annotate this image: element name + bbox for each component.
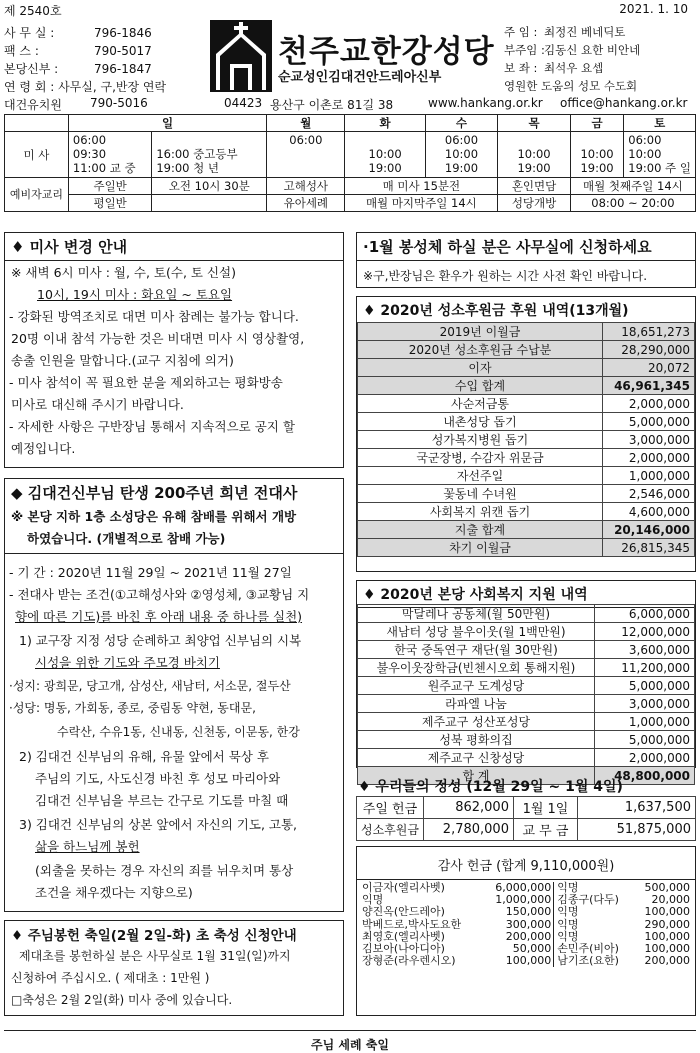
donor-name: 익명 bbox=[557, 881, 579, 894]
thanks-offering-title: 감사 헌금 (합계 9,110,000원) bbox=[437, 859, 615, 874]
amount-value: 28,290,000 bbox=[603, 341, 695, 359]
candle-blessing-panel bbox=[4, 920, 344, 1016]
donor-amount: 100,000 bbox=[644, 929, 690, 943]
donor-name: 익명 bbox=[557, 905, 579, 919]
amount-value: 5,000,000 bbox=[595, 677, 695, 695]
donor-amount: 200,000 bbox=[644, 954, 690, 968]
mass-notice-line: 미사로 대신해 주시기 바랍니다. bbox=[11, 397, 184, 412]
amount-value: 3,000,000 bbox=[595, 695, 695, 713]
jubilee-note: ※ 본당 지하 1층 소성당은 유해 참배를 위해서 개방 bbox=[11, 509, 297, 524]
amount-value: 18,651,273 bbox=[603, 323, 695, 341]
mass-fri: 10:00 19:00 bbox=[570, 132, 623, 178]
street-address: 용산구 이촌로 81길 38 bbox=[270, 98, 394, 112]
mass-notice-line: ※ 새벽 6시 미사 : 월, 수, 토(수, 토 신설) bbox=[11, 265, 236, 280]
donor-name: 양진옥(안드레아) bbox=[362, 905, 445, 919]
jubilee-line: 향에 따른 기도)를 바친 후 아래 내용 중 하나를 실천) bbox=[15, 609, 303, 624]
amount-value: 46,961,345 bbox=[603, 377, 695, 395]
mass-label: 미 사 bbox=[5, 132, 69, 178]
amount-row bbox=[358, 695, 695, 713]
amount-label: 꽃동네 수녀원 bbox=[358, 485, 603, 503]
communion-notice-note: ※구,반장님은 환우가 원하는 시간 사전 확인 바랍니다. bbox=[363, 269, 648, 283]
amount-value: 3,600,000 bbox=[595, 641, 695, 659]
mass-tue: 10:00 19:00 bbox=[345, 132, 425, 178]
staff-assistant: 보 좌 : 최석우 요셉 bbox=[504, 61, 604, 75]
staff-order: 영원한 도움의 성모 수도회 bbox=[504, 79, 638, 93]
amount-row bbox=[358, 503, 695, 521]
amount-value: 6,000,000 bbox=[595, 605, 695, 623]
marriage-time: 매월 첫째주일 14시 bbox=[570, 178, 695, 195]
amount-row bbox=[358, 323, 695, 341]
amount-row bbox=[358, 449, 695, 467]
day-thu: 목 bbox=[498, 115, 571, 132]
donor-name: 익명 bbox=[362, 893, 384, 907]
donor-amount: 100,000 bbox=[644, 905, 690, 919]
donor-amount: 50,000 bbox=[482, 943, 554, 955]
jubilee-line: 1) 교구장 지정 성당 순례하고 최양업 신부님의 시복 bbox=[19, 633, 302, 648]
day-wed: 수 bbox=[425, 115, 498, 132]
jubilee-title: ◆ 김대건신부님 탄생 200주년 희년 전대사 bbox=[11, 484, 298, 502]
amount-row bbox=[358, 413, 695, 431]
jubilee-line: 2) 김대건 신부님의 유해, 유물 앞에서 묵상 후 bbox=[19, 749, 269, 764]
amount-label: 2019년 이월금 bbox=[358, 323, 603, 341]
amount-row bbox=[358, 431, 695, 449]
mass-thu: 10:00 19:00 bbox=[498, 132, 571, 178]
amount-label: 불우이웃장학금(빈첸시오회 통해지원) bbox=[358, 659, 595, 677]
mass-notice-panel bbox=[4, 232, 344, 468]
church-logo-icon bbox=[210, 20, 272, 92]
marriage-label: 혼인면담 bbox=[498, 178, 571, 195]
mass-mon: 06:00 bbox=[267, 132, 345, 178]
donor-name: 남기조(요한) bbox=[557, 954, 619, 968]
welfare-table bbox=[357, 604, 695, 785]
donor-amount: 300,000 bbox=[482, 919, 554, 931]
jubilee-note: 하였습니다. (개별적으로 참배 가능) bbox=[27, 531, 226, 546]
amount-label: 성북 평화의집 bbox=[358, 731, 595, 749]
communion-notice-panel bbox=[356, 232, 696, 288]
offering-label: 주일 헌금 bbox=[357, 797, 424, 819]
amount-row bbox=[358, 623, 695, 641]
donor-row bbox=[360, 919, 692, 931]
jubilee-line: (외출을 못하는 경우 자신의 죄를 뉘우치며 통상 bbox=[35, 863, 294, 878]
church-open-label: 성당개방 bbox=[498, 195, 571, 212]
amount-value: 1,000,000 bbox=[595, 713, 695, 731]
donor-name: 김보아(나아디아) bbox=[362, 942, 445, 956]
mass-schedule-table bbox=[4, 114, 696, 212]
jubilee-line: 삶을 하느님께 봉헌 bbox=[35, 839, 140, 854]
donor-name: 장형준(라우렌시오) bbox=[362, 954, 456, 968]
amount-row bbox=[358, 749, 695, 767]
amount-value: 11,200,000 bbox=[595, 659, 695, 677]
mass-notice-line: - 자세한 사항은 구반장님 통해서 지속적으로 공지 할 bbox=[9, 419, 295, 434]
church-open-time: 08:00 ~ 20:00 bbox=[570, 195, 695, 212]
mass-wed: 06:00 10:00 19:00 bbox=[425, 132, 498, 178]
offering-table bbox=[356, 796, 696, 841]
offering-value: 862,000 bbox=[423, 797, 513, 819]
mass-notice-title: ♦ 미사 변경 안내 bbox=[5, 233, 343, 261]
contact-funeral: 연 령 회 : 사무실, 구,반장 연락 bbox=[4, 80, 167, 94]
donor-amount: 290,000 bbox=[644, 917, 690, 931]
amount-label: 성가복지병원 돕기 bbox=[358, 431, 603, 449]
amount-value: 48,800,000 bbox=[595, 767, 695, 785]
donor-row bbox=[360, 906, 692, 918]
donor-amount: 500,000 bbox=[644, 881, 690, 894]
donor-name: 익명 bbox=[557, 917, 579, 931]
vocation-fund-title: ♦ 2020년 성소후원금 후원 내역(13개월) bbox=[357, 297, 695, 324]
amount-label: 이자 bbox=[358, 359, 603, 377]
amount-label: 내촌성당 돕기 bbox=[358, 413, 603, 431]
amount-value: 4,600,000 bbox=[603, 503, 695, 521]
jubilee-line: 시성을 위한 기도와 주모경 바치기 bbox=[35, 655, 220, 670]
amount-row bbox=[358, 713, 695, 731]
amount-label: 한국 중독연구 재단(월 30만원) bbox=[358, 641, 595, 659]
ministry-label: 예비자교리 bbox=[5, 178, 69, 212]
donor-amount: 100,000 bbox=[482, 955, 554, 967]
amount-row bbox=[358, 539, 695, 557]
candle-blessing-title: ♦ 주님봉헌 축일(2월 2일-화) 초 축성 신청안내 bbox=[11, 928, 297, 944]
offering-label: 성소후원금 bbox=[357, 819, 424, 841]
amount-value: 26,815,345 bbox=[603, 539, 695, 557]
class-weekday: 평일반 bbox=[68, 195, 151, 212]
contact-pastor: 본당신부 : 796-1847 bbox=[4, 62, 152, 76]
day-sat: 토 bbox=[624, 115, 696, 132]
amount-row bbox=[358, 677, 695, 695]
church-name: 천주교한강성당 bbox=[278, 34, 495, 70]
candle-blessing-line: 제대초를 봉헌하실 분은 사무실로 1월 31일(일)까지 bbox=[19, 949, 291, 963]
amount-row bbox=[358, 659, 695, 677]
amount-row bbox=[358, 359, 695, 377]
amount-value: 5,000,000 bbox=[595, 731, 695, 749]
contact-fax: 팩 스 : 790-5017 bbox=[4, 44, 152, 58]
day-fri: 금 bbox=[570, 115, 623, 132]
jubilee-line: - 전대사 받는 조건(①고해성사와 ②영성체, ③교황님 지 bbox=[9, 587, 310, 602]
donor-amount: 6,000,000 bbox=[482, 882, 554, 894]
jubilee-line: 수락산, 수유1동, 신내동, 신천동, 이문동, 한강 bbox=[57, 725, 300, 739]
amount-row bbox=[358, 377, 695, 395]
email-link[interactable]: office@hankang.or.kr bbox=[560, 96, 688, 110]
offering-value: 2,780,000 bbox=[423, 819, 513, 841]
jubilee-line: ·성지: 광희문, 당고개, 삼성산, 새남터, 서소문, 절두산 bbox=[9, 679, 291, 693]
amount-value: 2,000,000 bbox=[595, 749, 695, 767]
contact-office: 사 무 실 : 796-1846 bbox=[4, 26, 152, 40]
mass-notice-line: 예정입니다. bbox=[11, 441, 76, 456]
amount-value: 5,000,000 bbox=[603, 413, 695, 431]
amount-row bbox=[358, 605, 695, 623]
donor-table bbox=[360, 882, 692, 967]
donor-amount: 150,000 bbox=[482, 906, 554, 918]
communion-notice-title: ·1월 봉성체 하실 분은 사무실에 신청하세요 bbox=[357, 233, 695, 261]
staff-associate: 부주임 :김동신 요한 비안네 bbox=[504, 43, 641, 57]
candle-blessing-line: □축성은 2월 2일(화) 미사 중에 있습니다. bbox=[11, 993, 233, 1007]
amount-label: 2020년 성소후원금 수납분 bbox=[358, 341, 603, 359]
confession-time: 매 미사 15분전 bbox=[345, 178, 498, 195]
issue-date: 2021. 1. 10 bbox=[619, 2, 688, 16]
amount-value: 2,546,000 bbox=[603, 485, 695, 503]
church-subtitle: 순교성인김대건안드레아신부 bbox=[278, 70, 442, 85]
donor-row bbox=[360, 955, 692, 967]
offering-value: 1,637,500 bbox=[577, 797, 695, 819]
mass-notice-line: - 미사 참석이 꼭 필요한 분을 제외하고는 평화방송 bbox=[9, 375, 283, 390]
amount-value: 20,072 bbox=[603, 359, 695, 377]
donor-amount: 1,000,000 bbox=[482, 894, 554, 906]
amount-label: 원주교구 도계성당 bbox=[358, 677, 595, 695]
amount-value: 2,000,000 bbox=[603, 395, 695, 413]
candle-blessing-line: 신청하여 주십시오. ( 제대초 : 1만원 ) bbox=[11, 971, 210, 985]
website-link[interactable]: www.hankang.or.kr bbox=[428, 96, 543, 110]
amount-label: 사회복지 위캔 돕기 bbox=[358, 503, 603, 521]
offering-title: ♦ 우리들의 정성 (12월 29일 ~ 1월 4일) bbox=[358, 779, 623, 795]
donor-name: 손민주(비아) bbox=[557, 942, 619, 956]
amount-label: 제주교구 신창성당 bbox=[358, 749, 595, 767]
issue-number: 제 2540호 bbox=[4, 4, 62, 18]
class-sunday-time: 오전 10시 30분 bbox=[152, 178, 267, 195]
amount-row bbox=[358, 641, 695, 659]
amount-label: 수입 합계 bbox=[358, 377, 603, 395]
amount-row bbox=[358, 731, 695, 749]
infant-baptism-time: 매월 마지막주일 14시 bbox=[345, 195, 498, 212]
day-mon: 월 bbox=[267, 115, 345, 132]
donor-name: 이금자(엘리사벳) bbox=[362, 881, 445, 894]
mass-notice-line: 송출 인원을 말합니다.(교구 지침에 의거) bbox=[11, 353, 234, 368]
amount-value: 20,146,000 bbox=[603, 521, 695, 539]
vocation-fund-table bbox=[357, 322, 695, 557]
amount-row bbox=[358, 341, 695, 359]
offering-label: 1월 1일 bbox=[513, 797, 577, 819]
amount-value: 3,000,000 bbox=[603, 431, 695, 449]
offering-value: 51,875,000 bbox=[577, 819, 695, 841]
amount-row bbox=[358, 467, 695, 485]
amount-label: 새남터 성당 불우이웃(월 1백만원) bbox=[358, 623, 595, 641]
jubilee-line: 주님의 기도, 사도신경 바친 후 성모 마리아와 bbox=[35, 771, 281, 786]
mass-notice-line: 10시, 19시 미사 : 화요일 ~ 토요일 bbox=[37, 287, 233, 302]
donor-name: 김종구(다두) bbox=[557, 893, 619, 907]
amount-label: 라파엘 나눔 bbox=[358, 695, 595, 713]
donor-name: 최영호(엘리사벳) bbox=[362, 929, 445, 943]
mass-sun-a: 06:00 09:30 11:00 교 중 bbox=[68, 132, 151, 178]
amount-label: 사순저금통 bbox=[358, 395, 603, 413]
confession-label: 고해성사 bbox=[267, 178, 345, 195]
donor-amount: 20,000 bbox=[651, 893, 690, 907]
jubilee-line: - 기 간 : 2020년 11월 29일 ~ 2021년 11월 27일 bbox=[9, 565, 292, 580]
amount-value: 12,000,000 bbox=[595, 623, 695, 641]
kindergarten-phone: 790-5016 bbox=[90, 96, 148, 110]
jubilee-line: 3) 김대건 신부님의 상본 앞에서 자신의 기도, 고통, bbox=[19, 817, 298, 832]
infant-baptism-label: 유아세례 bbox=[267, 195, 345, 212]
mass-notice-line: 20명 이내 참석 가능한 것은 비대면 미사 시 영상촬영, bbox=[11, 331, 305, 346]
amount-label: 합 계 bbox=[358, 767, 595, 785]
jubilee-line: 김대건 신부님을 부르는 간구로 기도를 마칠 때 bbox=[35, 793, 289, 808]
jubilee-line: ·성당: 명동, 가회동, 종로, 중림동 약현, 동대문, bbox=[9, 701, 256, 715]
class-weekday-time bbox=[152, 195, 267, 212]
amount-row bbox=[358, 521, 695, 539]
amount-row bbox=[358, 485, 695, 503]
amount-label: 차기 이월금 bbox=[358, 539, 603, 557]
donor-amount: 200,000 bbox=[482, 931, 554, 943]
amount-row bbox=[358, 395, 695, 413]
amount-label: 막달레나 공동체(월 50만원) bbox=[358, 605, 595, 623]
postal-code: 04423 bbox=[224, 96, 263, 110]
day-sun: 일 bbox=[68, 115, 266, 132]
mass-sat: 06:00 10:00 19:00 주 일 bbox=[624, 132, 696, 178]
amount-label: 국군장병, 수감자 위문금 bbox=[358, 449, 603, 467]
mass-sun-b: 16:00 중고등부 19:00 청 년 bbox=[152, 132, 267, 178]
kindergarten-label: 대건유치원 bbox=[4, 98, 62, 112]
welfare-title: ♦ 2020년 본당 사회복지 지원 내역 bbox=[357, 581, 695, 608]
footer-feast: 주님 세례 축일 bbox=[311, 1038, 389, 1052]
staff-pastor: 주 임 : 최정진 베네딕토 bbox=[504, 25, 626, 39]
amount-label: 자선주일 bbox=[358, 467, 603, 485]
donor-name: 익명 bbox=[557, 929, 579, 943]
jubilee-line: 조건을 채우겠다는 지향으로) bbox=[35, 885, 193, 900]
class-sunday: 주일반 bbox=[68, 178, 151, 195]
day-tue: 화 bbox=[345, 115, 425, 132]
amount-label: 지출 합계 bbox=[358, 521, 603, 539]
amount-label: 제주교구 성산포성당 bbox=[358, 713, 595, 731]
offering-label: 교 무 금 bbox=[513, 819, 577, 841]
amount-value: 2,000,000 bbox=[603, 449, 695, 467]
jubilee-panel bbox=[4, 478, 344, 912]
donor-name: 박베드로,박사도요한 bbox=[362, 917, 462, 931]
mass-notice-line: - 강화된 방역조치로 대면 미사 참례는 불가능 합니다. bbox=[9, 309, 299, 324]
donor-amount: 100,000 bbox=[644, 942, 690, 956]
amount-value: 1,000,000 bbox=[603, 467, 695, 485]
corner-cell bbox=[5, 115, 69, 132]
